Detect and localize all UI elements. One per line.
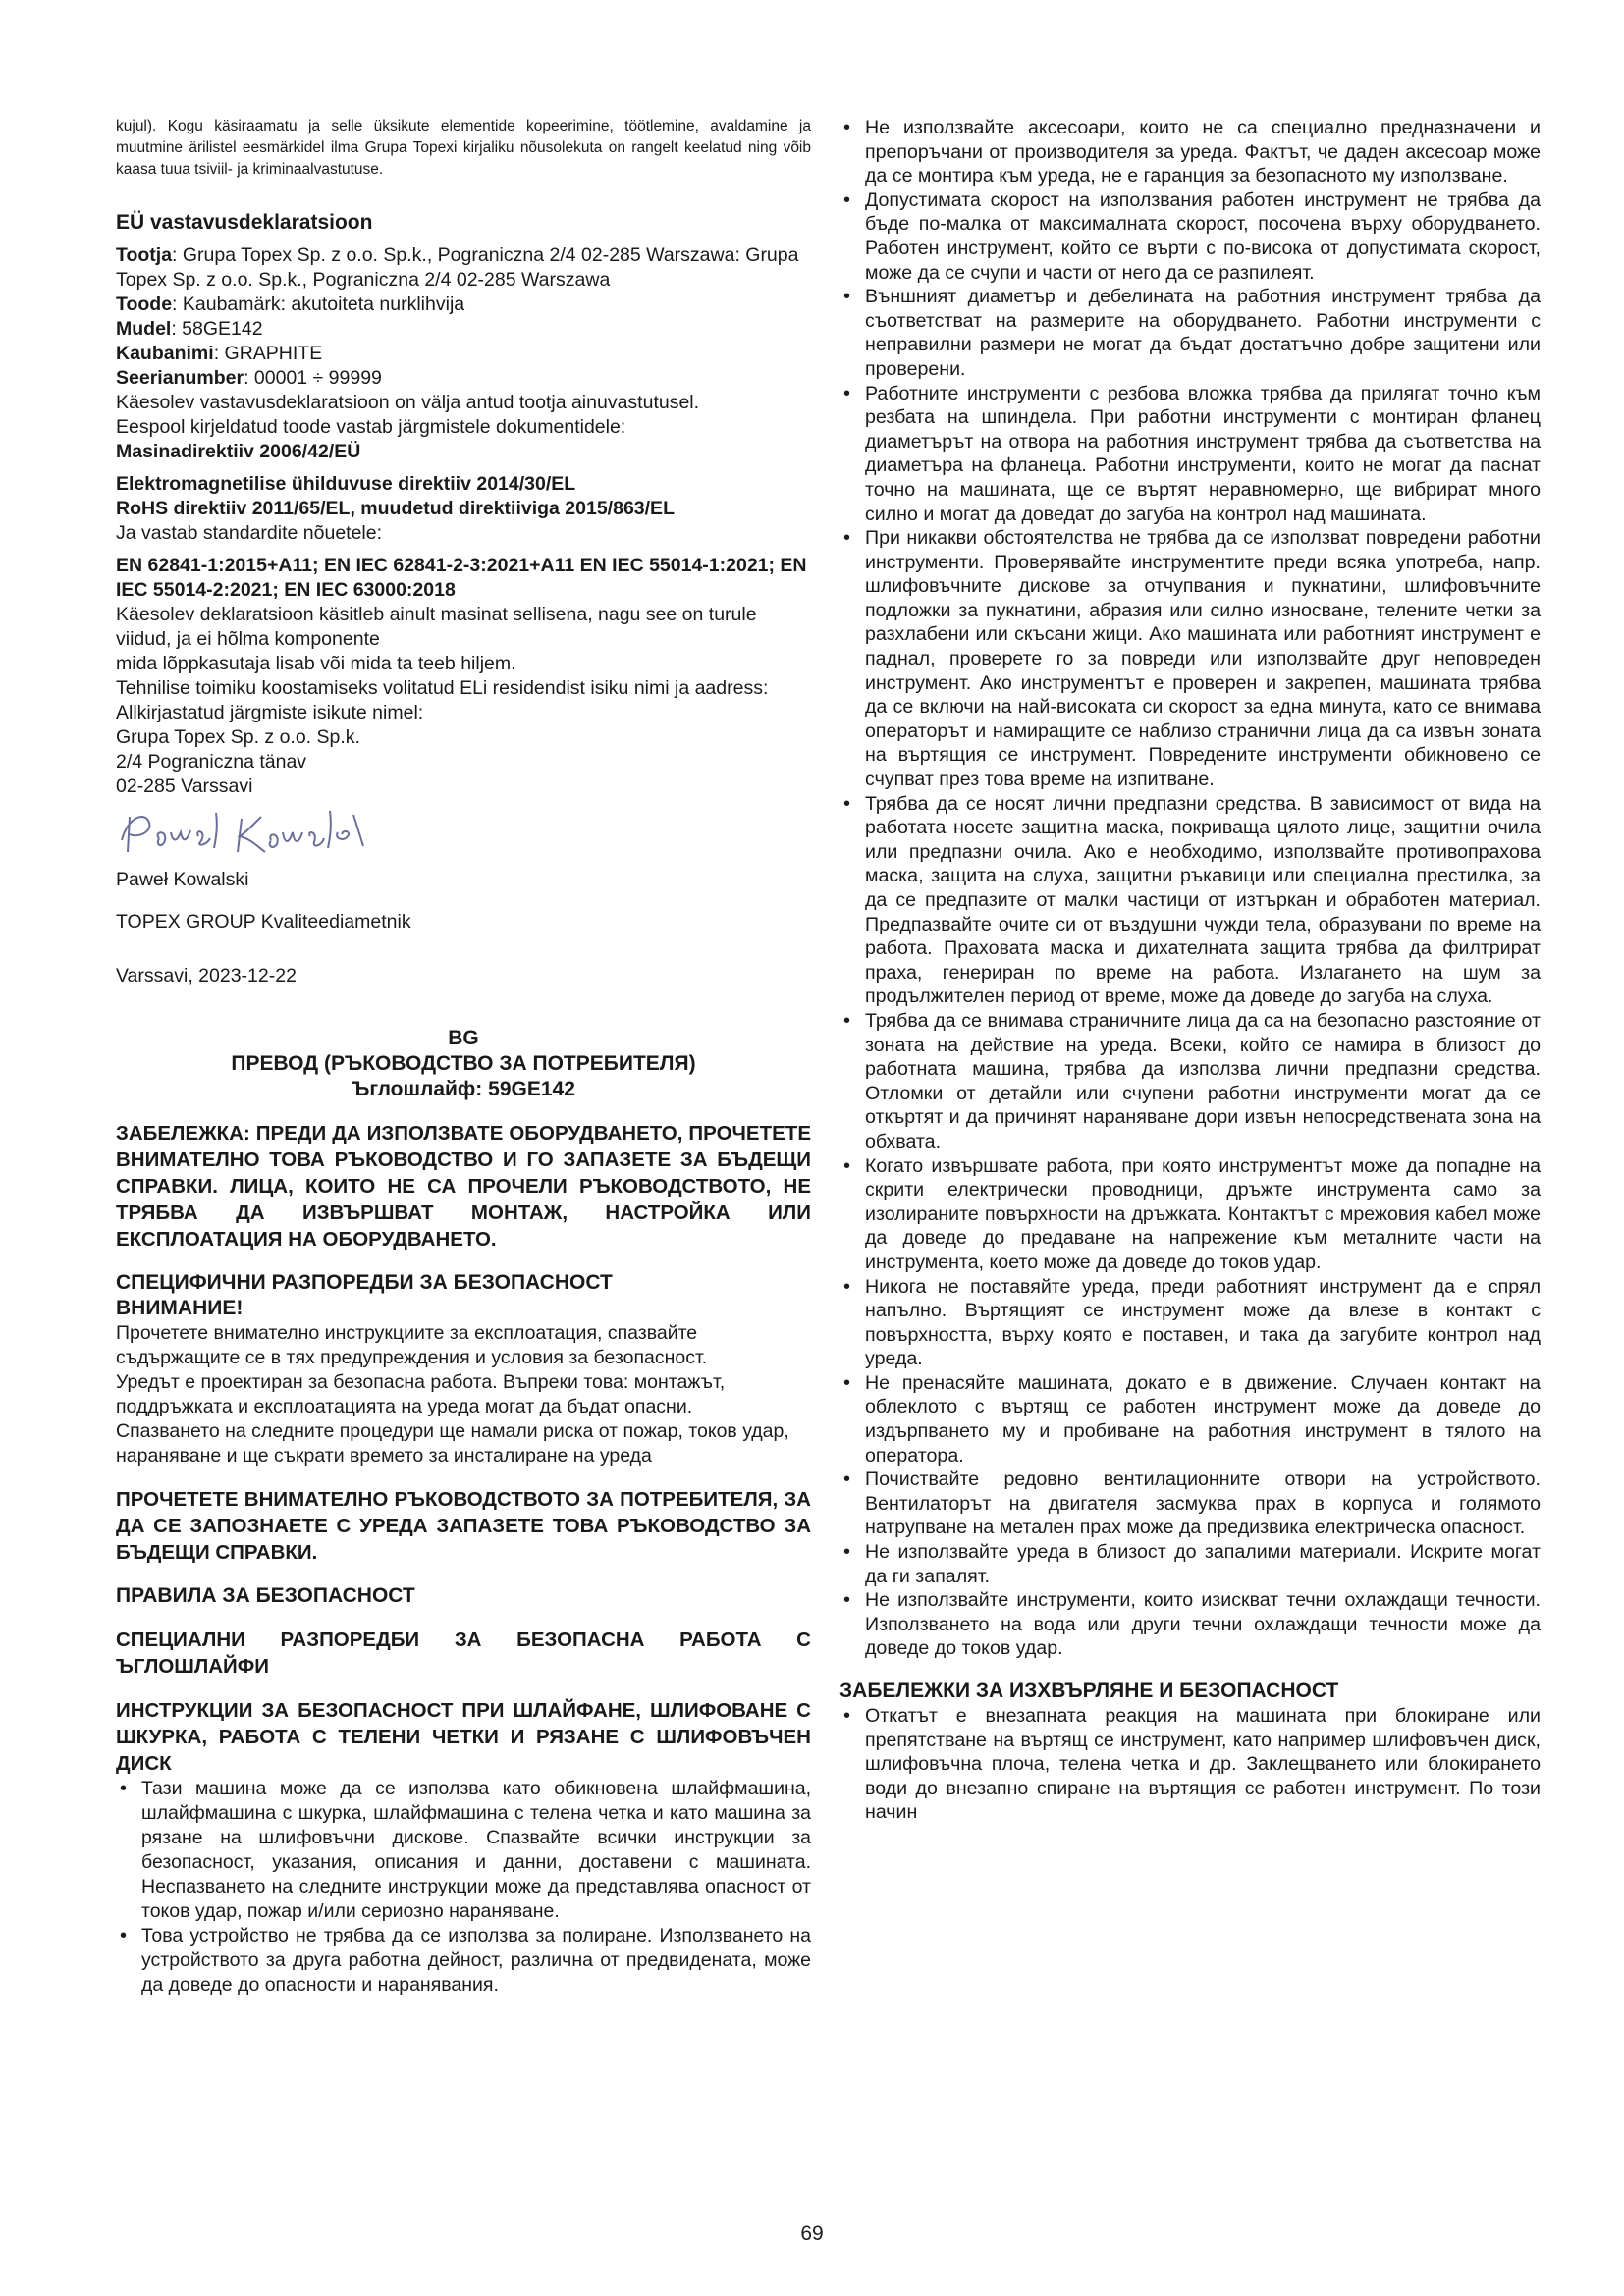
serial-number-value: : 00001 ÷ 99999 — [244, 367, 382, 389]
directive-emc: Elektromagnetilise ühilduvuse direktiiv 2014/30/EL — [116, 473, 576, 495]
manufacturer-line — [116, 243, 811, 293]
rules-title: ПРАВИЛА ЗА БЕЗОПАСНОСТ — [116, 1584, 415, 1607]
address-line-2: 2/4 Pograniczna tänav — [116, 751, 307, 773]
product-line — [116, 293, 811, 317]
declaration-text-2: Eespool kirjeldatud toode vastab järgmistele dokumentidele: — [116, 416, 626, 438]
product-label: Toode — [116, 294, 173, 315]
address-line-3: 02-285 Varssavi — [116, 775, 253, 797]
list-item: • При никакви обстоятелства не трябва да се използват повредени работни инструменти. Проверявайте инструментите преди всяка употреба, напр. шлифовъчните дискове за отчупвания и пукнатини, шлифовъчните подложки за пукнатини, абразия или силно износване, телените четки за разхлабени или скъсани жици. Ако машината или работният инструмент е паднал, проверете го за повреди или използвайте друг неповреден инструмент. Ако инструментът е проверен и закрепен, машината трябва да се включи на най-високата си скорост за една минута, като се внимава операторът и намиращите се наблизо странични лица да са извън зоната на въртящия се инструмент. Повредените инструменти обикновено се счупват през това време на изпитване. — [839, 526, 1541, 792]
safety-text-3: Спазването на следните процедури ще намали риска от пожар, токов удар, нараняване и ще съкрати времето за инсталиране на уреда — [116, 1420, 789, 1467]
signer-role: TOPEX GROUP Kvaliteediametnik — [116, 911, 411, 933]
safety-text-1: Прочетете внимателно инструкциите за експлоатация, спазвайте съдържащите се в тях предупреждения и условия за безопасност. — [116, 1322, 708, 1368]
list-item: • Не използвайте уреда в близост до запалими материали. Искрите могат да ги запалят. — [839, 1540, 1541, 1588]
product-value: : Kaubamärk: akutoiteta nurklihvija — [172, 294, 465, 315]
page-number: 69 — [800, 2222, 824, 2245]
model-value: : 58GE142 — [171, 318, 263, 340]
address-line-1: Grupa Topex Sp. z o.o. Sp.k. — [116, 726, 360, 748]
place-and-date: Varssavi, 2023-12-22 — [116, 965, 297, 987]
list-item: • Външният диаметър и дебелината на работния инструмент трябва да съответстват на размерите на оборудването. Работни инструменти с неправилни размери не могат да бъдат достатъчно добре защитени или проверени. — [839, 285, 1541, 381]
signer-name: Paweł Kowalski — [116, 869, 249, 890]
kickback-title: ЗАБЕЛЕЖКИ ЗА ИЗХВЪРЛЯНЕ И БЕЗОПАСНОСТ — [839, 1680, 1339, 1702]
list-item: • Работните инструменти с резбова вложка трябва да прилягат точно към резбата на шпиндела. При работни инструменти с монтиран фланец диаметърът на отвора на работния инструмент трябва да съответства на диаметъра на фланеца. Работни инструменти, които не могат да паснат точно на машината, ще се въртят неравномерно, ще вибрират много силно и могат да доведат до загуба на контрол над машината. — [839, 382, 1541, 527]
standards-list: EN 62841-1:2015+A11; EN IEC 62841-2-3:2021+A11 EN IEC 55014-1:2021; EN IEC 55014-2:2021; EN IEC 63000:2018 — [116, 555, 807, 601]
right-column — [839, 116, 1541, 1825]
signature-image — [116, 803, 371, 862]
list-item: • Не пренасяйте машината, докато е в движение. Случаен контакт на облеклото с въртящ се работен инструмент може да доведе до издърпването му и пробиване на работния инструмент в тялото на оператора. — [839, 1371, 1541, 1468]
read-manual-caps: ПРОЧЕТЕТЕ ВНИМАТЕЛНО РЪКОВОДСТВОТО ЗА ПОТРЕБИТЕЛЯ, ЗА ДА СЕ ЗАПОЗНАЕТЕ С УРЕДА ЗАПАЗЕТЕ ТОВА РЪКОВОДСТВО ЗА БЪДЕЩИ СПРАВКИ. — [116, 1488, 811, 1564]
left-column — [116, 116, 811, 1998]
list-item: • Трябва да се внимава страничните лица да са на безопасно разстояние от зоната на действие на уреда. Всеки, който се намира в близост до работната машина, трябва да използва лични предпазни средства. Отломки от детайли или счупени работни инструменти могат да се откъртят и да причинят нараняване дори извън непосредствената зона на обхвата. — [839, 1009, 1541, 1154]
translation-title: ПРЕВОД (РЪКОВОДСТВО ЗА ПОТРЕБИТЕЛЯ) — [231, 1052, 696, 1075]
list-item: • Почиствайте редовно вентилационните отвори на устройството. Вентилаторът на двигателя засмуква прах в корпуса и голямото натрупване на метален прах може да предизвика електрическа опасност. — [839, 1468, 1541, 1540]
list-item: • Тази машина може да се използва като обикновена шлайфмашина, шлайфмашина с шкурка, шлайфмашина с телена четка и като машина за рязане на шлифовъчни дискове. Спазвайте всички инструкции за безопасност, указания, описания и данни, доставени с машината. Неспазването на следните инструкции може да представлява опасност от токов удар, пожар и/или сериозно нараняване. — [116, 1777, 811, 1924]
manufacturer-label: Tootja — [116, 244, 173, 266]
directive-rohs: RoHS direktiiv 2011/65/EL, muudetud direktiiviga 2015/863/EL — [116, 498, 675, 519]
declaration-text-1: Käesolev vastavusdeklaratsioon on välja antud tootja ainuvastutusel. — [116, 392, 700, 413]
right-bullet-list — [839, 116, 1541, 1661]
list-item: • Трябва да се носят лични предпазни средства. В зависимост от вида на работата носете защитна маска, покриваща цялото лице, защитни очила или предпазни очила. Ако е необходимо, използвайте противопрахова маска, защита на слуха, защитни ръкавици или специална престилка, за да се предпазите от малки частици от изтъркан и обработен материал. Предпазвайте очите си от въздушни чужди тела, образувани по време на работа. Праховата маска и дихателната защита трябва да филтрират праха, генериран по време на работа. Излагането на шум за продължителен период от време, може да доведе до загуба на слуха. — [839, 792, 1541, 1009]
declaration-text-4: mida lõppkasutaja lisab või mida ta teeb hiljem. — [116, 653, 516, 674]
list-item: • Откатът е внезапната реакция на машината при блокиране или препятстване на въртящ се инструмент, като например шлифовъчен диск, шлифовъчна плоча, телена четка и др. Заклещването или блокирането води до внезапно спиране на въртящия се работен инструмент. По този начин — [839, 1704, 1541, 1825]
kickback-bullet-list — [839, 1704, 1541, 1825]
trade-name-value: : GRAPHITE — [213, 343, 323, 364]
grinding-instructions-title: ИНСТРУКЦИИ ЗА БЕЗОПАСНОСТ ПРИ ШЛАЙФАНЕ, ШЛИФОВАНЕ С ШКУРКА, РАБОТА С ТЕЛЕНИ ЧЕТКИ И РЯЗАНЕ С ШЛИФОВЪЧЕН ДИСК — [116, 1699, 811, 1775]
declaration-text-5: Tehnilise toimiku koostamiseks volitatud ELi residendist isiku nimi ja aadress: — [116, 677, 769, 699]
serial-number-label: Seerianumber — [116, 367, 244, 389]
trade-name-line — [116, 342, 811, 366]
list-item: • Никога не поставяйте уреда, преди работният инструмент да е спрял напълно. Въртящият се инструмент може да влезе в контакт с повърхността, върху която е поставен, и така да загубите контрол над уреда. — [839, 1275, 1541, 1371]
declaration-text-6: Allkirjastatud järgmiste isikute nimel: — [116, 702, 424, 723]
list-item: • Това устройство не трябва да се използва за полиране. Използването на устройството за друга работна дейност, различна от предвидената, може да доведе до опасности и наранявания. — [116, 1924, 811, 1998]
serial-number-line — [116, 366, 811, 391]
list-item: • Когато извършвате работа, при която инструментът може да попадне на скрити електрически проводници, дръжте инструмента само за изолираните повърхности на дръжката. Контактът с мрежовия кабел може да доведе до предаване на напрежение към металните части на инструмента, което може да доведе до токов удар. — [839, 1154, 1541, 1275]
model-line — [116, 317, 811, 342]
left-bullet-list — [116, 1777, 811, 1998]
special-rules-title: СПЕЦИАЛНИ РАЗПОРЕДБИ ЗА БЕЗОПАСНА РАБОТА С ЪГЛОШЛАЙФИ — [116, 1629, 811, 1678]
trade-name-label: Kaubanimi — [116, 343, 214, 364]
declaration-title: EÜ vastavusdeklaratsioon — [116, 211, 373, 234]
attention-label: ВНИМАНИЕ! — [116, 1297, 244, 1319]
list-item: • Не използвайте инструменти, които изискват течни охлаждащи течности. Използването на вода или други течни охлаждащи течности може да доведе до токов удар. — [839, 1588, 1541, 1661]
model-label: Mudel — [116, 318, 172, 340]
intro-copyright-text: kujul). Kogu käsiraamatu ja selle üksikute elementide kopeerimine, töötlemine, avaldamine ja muutmine ärilistel eesmärkidel ilma Grupa Topexi kirjaliku nõusolekuta on rangelt keelatud ning võib kaasa tuua tsiviil- ja kriminaalvastutuse. — [116, 118, 811, 178]
language-code: BG — [448, 1027, 479, 1049]
list-item: • Не използвайте аксесоари, които не са специално предназначени и препоръчани от производителя за уреда. Фактът, че даден аксесоар може да се монтира към уреда, не е гаранция за безопасното му използване. — [839, 116, 1541, 188]
safety-text-2: Уредът е проектиран за безопасна работа. Въпреки това: монтажът, поддръжката и експлоатацията на уреда могат да бъдат опасни. — [116, 1371, 726, 1417]
list-item: • Допустимата скорост на използвания работен инструмент не трябва да бъде по-малка от максималната скорост, посочена върху оборудването. Работен инструмент, който се върти с по-висока от допустимата скорост, може да се счупи и части от него да се разпилеят. — [839, 188, 1541, 285]
manufacturer-value: : Grupa Topex Sp. z o.o. Sp.k., Pograniczna 2/4 02-285 Warszawa: Grupa Topex Sp. z o.o. Sp.k., Pograniczna 2/4 02-285 Warszawa — [116, 244, 799, 291]
standards-intro: Ja vastab standardite nõuetele: — [116, 522, 383, 544]
safety-title: СПЕЦИФИЧНИ РАЗПОРЕДБИ ЗА БЕЗОПАСНОСТ — [116, 1271, 613, 1294]
note-caps-block: ЗАБЕЛЕЖКА: ПРЕДИ ДА ИЗПОЛЗВАТЕ ОБОРУДВАНЕТО, ПРОЧЕТЕТЕ ВНИМАТЕЛНО ТОВА РЪКОВОДСТВО И ГО ЗАПАЗЕТЕ ЗА БЪДЕЩИ СПРАВКИ. ЛИЦА, КОИТО НЕ СА ПРОЧЕЛИ РЪКОВОДСТВОТО, НЕ ТРЯБВА ДА ИЗВЪРШВАТ МОНТАЖ, НАСТРОЙКА ИЛИ ЕКСПЛОАТАЦИЯ НА ОБОРУДВАНЕТО. — [116, 1122, 811, 1251]
declaration-text-3: Käesolev deklaratsioon käsitleb ainult masinat sellisena, nagu see on turule viidud, ja ei hõlma komponente — [116, 604, 757, 650]
product-subtitle: Ъглошлайф: 59GE142 — [352, 1078, 575, 1100]
directive-machinery: Masinadirektiiv 2006/42/EÜ — [116, 441, 361, 462]
